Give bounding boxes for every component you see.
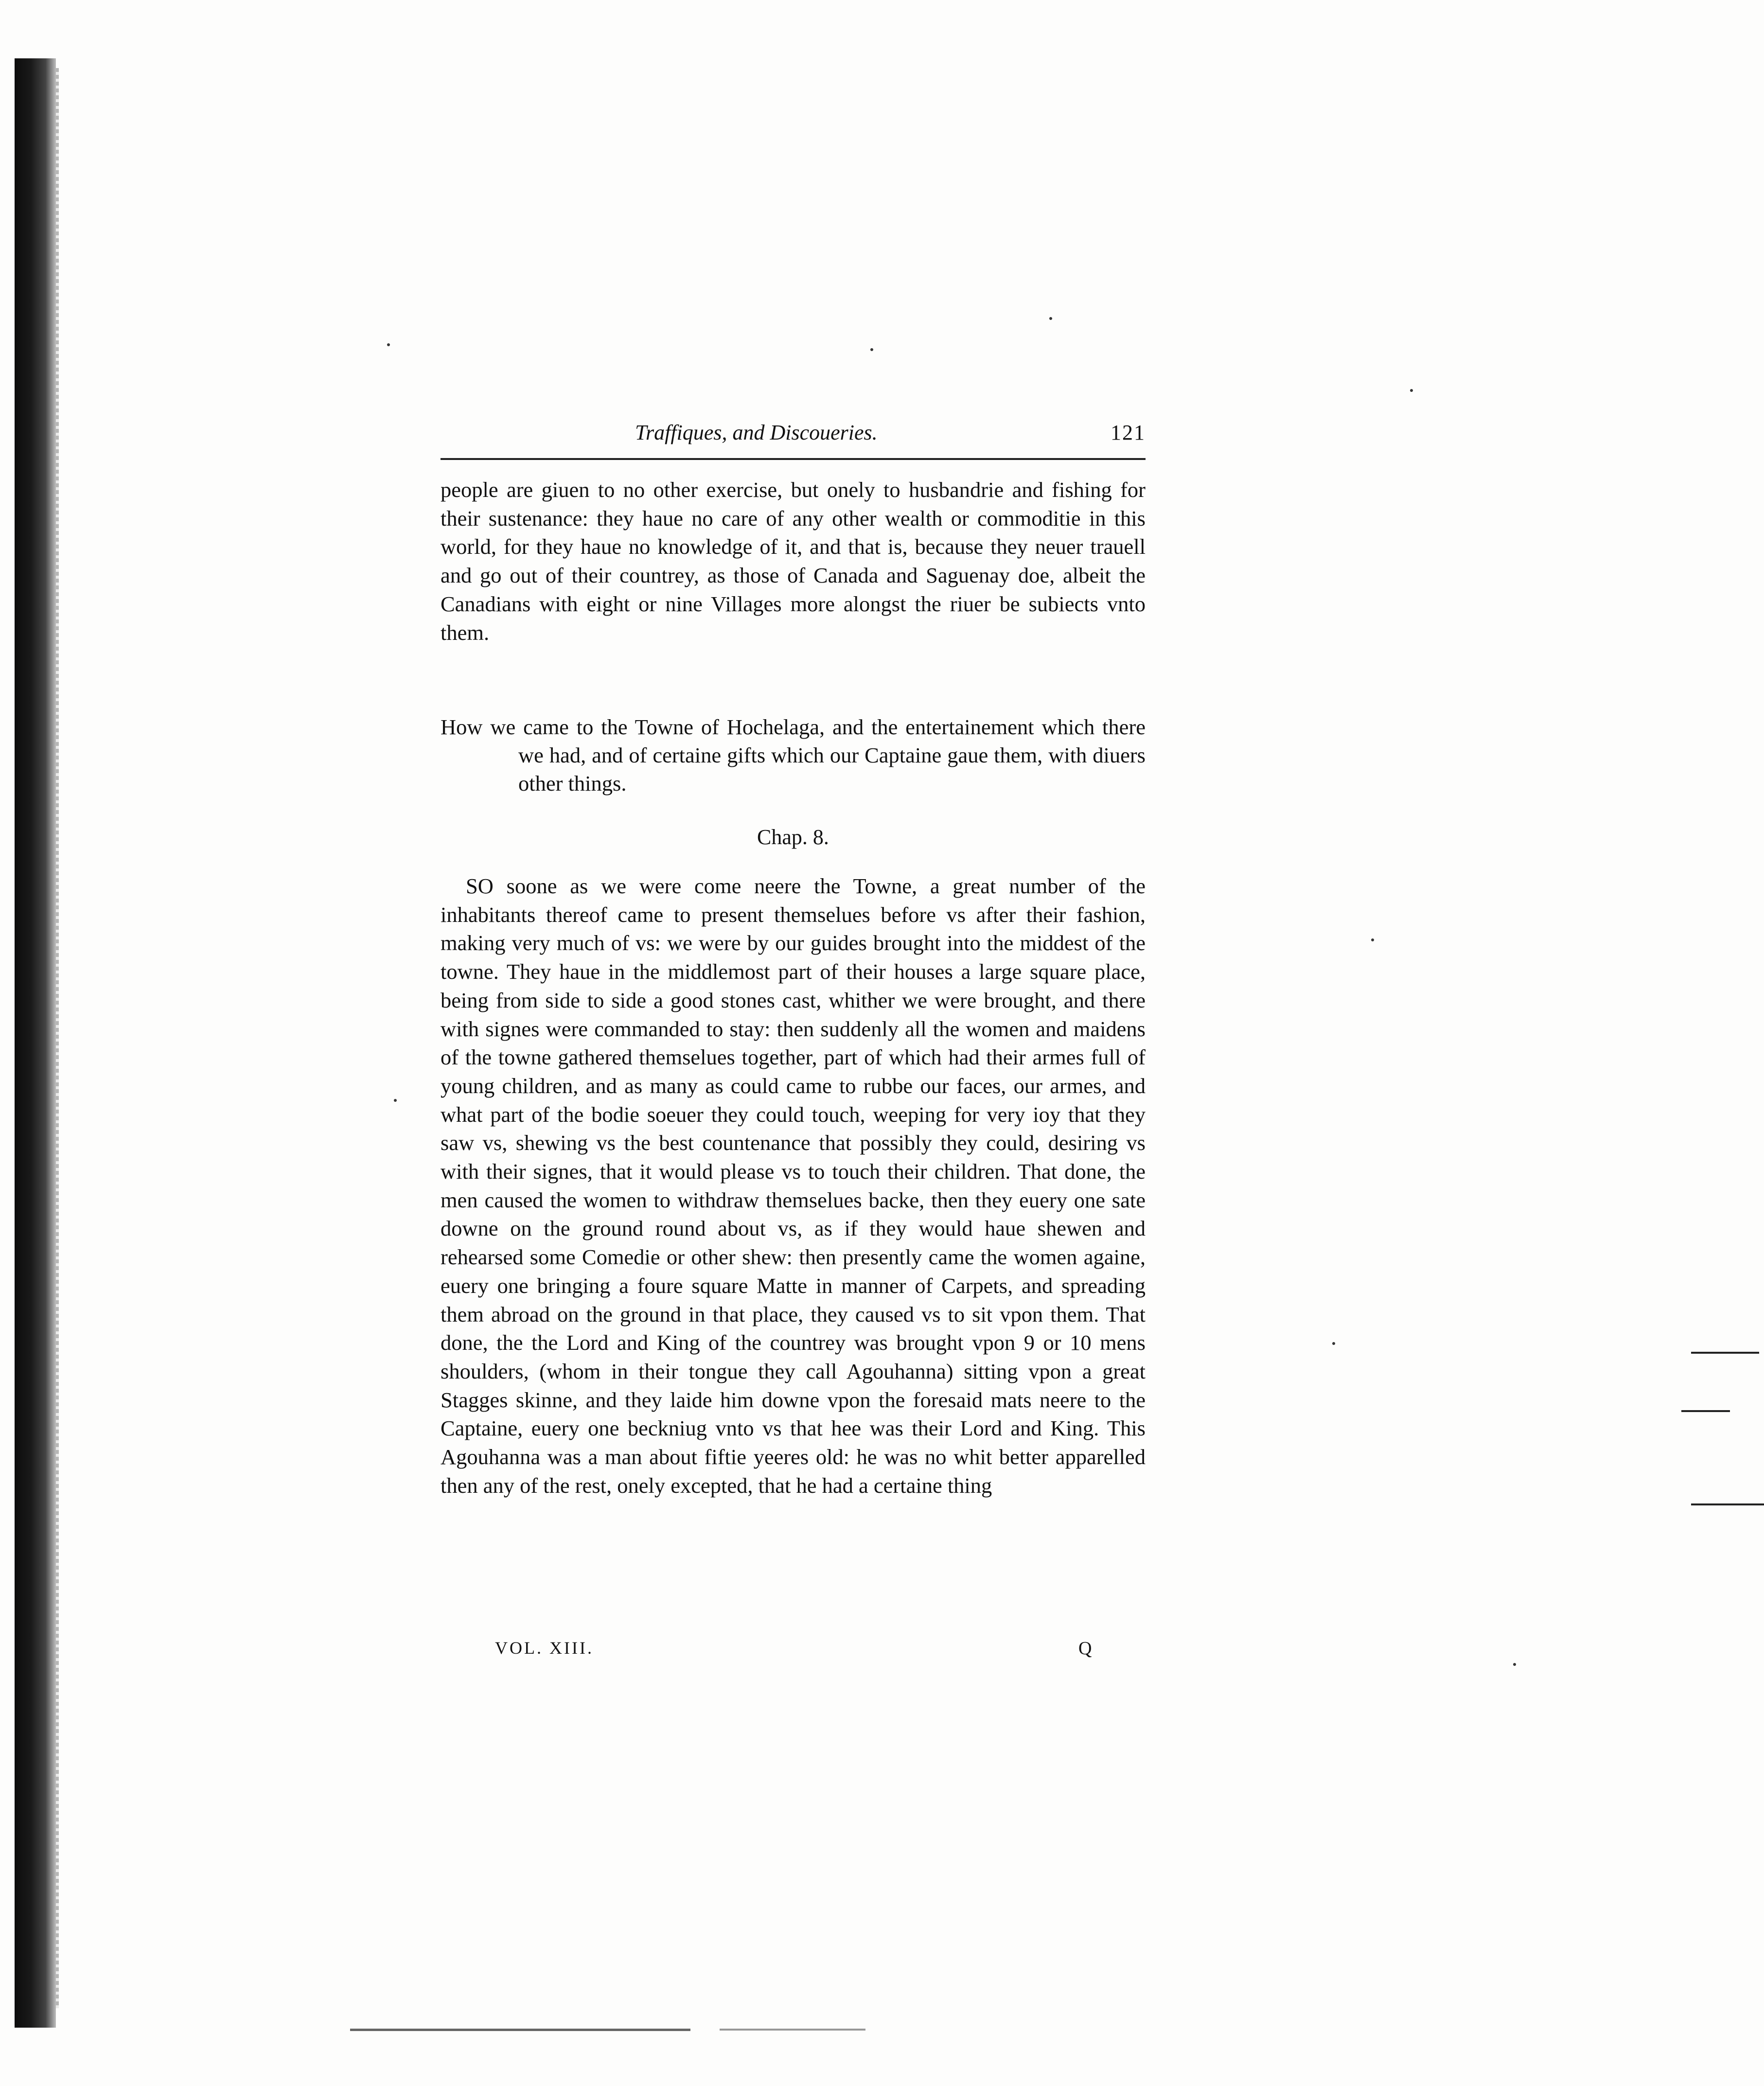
signature-mark: Q: [1078, 1638, 1092, 1659]
volume-label: VOL. XIII.: [495, 1638, 594, 1658]
scan-speck: [1332, 1342, 1335, 1345]
page-header: [441, 420, 1146, 445]
scan-smudge: [720, 2029, 865, 2031]
scan-speck: [1049, 317, 1052, 320]
chapter-label: Chap. 8.: [757, 825, 829, 849]
scan-speck: [870, 348, 873, 351]
header-rule: [441, 458, 1146, 460]
scan-speck: [1513, 1663, 1516, 1666]
paragraph-2: SO soone as we were come neere the Towne, a great number of the inhabitants thereof came to present themselues before vs after their fashion, making very much of vs: we were by our guides brought into the middest of the towne. They haue in the middlemost part of their houses a large square place, being from side to side a good stones cast, whither we were brought, and there with signes were commanded to stay: then suddenly all the women and maidens of the towne gathered themselues together, part of which had their armes full of young children, and as many as could came to rubbe our faces, our armes, and what part of the bodie soeuer they could touch, weeping for very ioy that they saw vs, shewing vs the best countenance that possibly they could, desiring vs with their signes, that it would please vs to touch their children. That done, the men caused the women to withdraw themselues backe, then they euery one sate downe on the ground round about vs, as if they would haue shewen and rehearsed some Comedie or other shew: then presently came the women againe, euery one bringing a foure square Matte in manner of Carpets, and spreading them abroad on the ground in that place, they caused vs to sit vpon them. That done, the the Lord and King of the countrey was brought vpon 9 or 10 mens shoulders, (whom in their tongue they call Agouhanna) sitting vpon a great Stagges skinne, and they laide him downe vpon the foresaid mats neere to the Captaine, euery one beckniug vnto vs that hee was their Lord and King. This Agouhanna was a man about fiftie yeeres old: he was no whit better apparelled then any of the rest, onely excepted, that he had a certaine thing: [441, 874, 1146, 1498]
margin-mark: [1691, 1503, 1764, 1505]
scan-speck: [394, 1099, 397, 1102]
margin-mark: [1681, 1410, 1730, 1412]
running-head: Traffiques, and Discoueries.: [635, 421, 878, 444]
scan-speck: [1410, 389, 1413, 392]
page-number: 121: [1111, 421, 1146, 444]
scan-speck: [1371, 938, 1374, 941]
binding-edge: [56, 68, 59, 2008]
paragraph-1: people are giuen to no other exercise, but onely to husbandrie and fishing for their sustenance: they haue no care of any other wealth or commoditie in this world, for they haue no knowledge of it, and that is, because they neuer trauell and go out of their countrey, as those of Canada and Saguenay doe, albeit the Canadians with eight or nine Villages more alongst the riuer be subiects vnto them.: [441, 477, 1146, 645]
section-heading: How we came to the Towne of Hochelaga, and the entertainement which there we had, and of certaine gifts which our Captaine gaue them, with diuers other things.: [441, 715, 1146, 796]
scan-smudge: [350, 2029, 690, 2031]
margin-mark: [1691, 1352, 1759, 1354]
binding-shadow: [15, 58, 56, 2028]
scan-speck: [387, 343, 390, 346]
